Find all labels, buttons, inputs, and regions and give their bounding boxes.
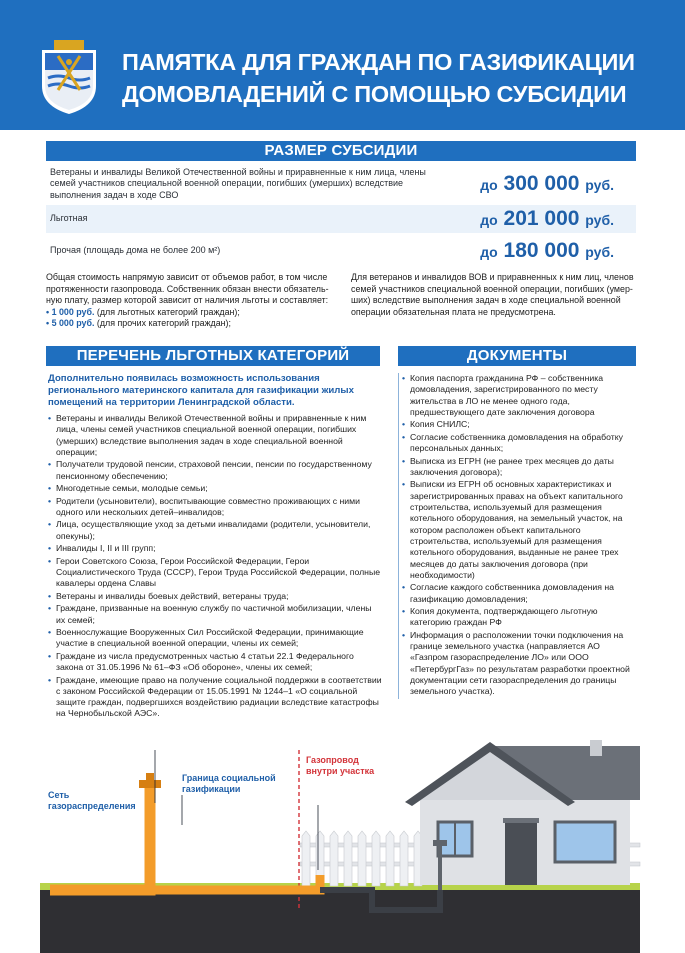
categories-list [48, 413, 382, 721]
subsidy-row-other [46, 236, 636, 266]
fence-picket [386, 831, 394, 886]
list-item: • Инвалиды I, II и III групп; [48, 543, 382, 554]
fence-picket [302, 831, 310, 886]
coat-of-arms-icon [40, 40, 98, 114]
fee-amount: 1 000 руб. [51, 306, 95, 317]
list-item: • Ветераны и инвалиды боевых действий, ветераны труда; [48, 591, 382, 602]
label-inside-pipeline: Газопровод внутри участка [306, 755, 375, 776]
categories-section-title: ПЕРЕЧЕНЬ ЛЬГОТНЫХ КАТЕГОРИЙ [46, 346, 380, 366]
list-item: • Получатели трудовой пенсии, страховой пенсии, пенсии по государственному пенсионному обеспечению; [48, 459, 382, 482]
fence-picket [372, 831, 380, 886]
fee-note: (для прочих категорий граждан); [96, 318, 231, 329]
list-item: • Согласие каждого собственника домовладения на газификацию домовладения; [402, 582, 636, 605]
label-gas-network: Сеть газораспределения [48, 790, 136, 811]
subsidy-amount [480, 207, 614, 231]
amount-unit: руб. [585, 244, 614, 260]
documents-list [398, 373, 636, 699]
list-item: • Копия СНИЛС; [402, 419, 636, 430]
fence-picket [344, 831, 352, 886]
subsidy-row-text: Льготная [50, 213, 88, 224]
list-item: • Ветераны и инвалиды Великой Отечественной войны и приравненные к ним лица, члены семей участников специальной военной операции, погибших (умерших) вследствие выполнения задач в ходе специальной военной операции; [48, 413, 382, 458]
subsidy-amount [480, 239, 614, 263]
page-title [122, 46, 662, 110]
list-item: • Выписки из ЕГРН об основных характеристиках и зарегистрированных правах на объект капитального строительства, используемый для размещения котельного оборудования, на земельный участок, на котором расположен объект капитального строительства, используемый для размещения котельного оборудования, выданные не ранее трех месяцев до даты заключения договора (при необходимости) [402, 479, 636, 581]
list-item: • Многодетные семьи, молодые семьи; [48, 483, 382, 494]
categories-intro: Дополнительно появилась возможность использования регионального материнского капитала для газификации жилых помещений на территории Ленинградской области. [48, 373, 354, 408]
documents-section-title: ДОКУМЕНТЫ [398, 346, 636, 366]
amount-prefix: до [480, 212, 498, 228]
subsidy-row-text: Ветераны и инвалиды Великой Отечественной войны и приравненные к ним лица, члены семей участников специальной военной операции, погибших (умерших) вследствие выполнения задач в ходе СВО [50, 167, 426, 200]
list-item: • Герои Советского Союза, Герои Российской Федерации, Герои Социалистического Труда (СССР), Герои Труда Российской Федерации, полные кавалеры ордена Славы [48, 556, 382, 590]
gas-connection-illustration [0, 740, 685, 953]
subsidy-row-veterans [46, 164, 636, 204]
list-item: • Копия паспорта гражданина РФ – собственника домовладения, зарегистрированного по месту жительства в ЛО не менее одного года, предшествующего дате заключения договора [402, 373, 636, 418]
list-item: • Граждане, имеющие право на получение социальной поддержки в соответствии с законом Российской Федерации от 15.05.1991 № 1244–1 «О социальной защите граждан, подвергшихся воздействию радиации вследствие катастрофы на Чернобыльской АЭС». [48, 675, 382, 720]
subsidy-row-text: Прочая (площадь дома не более 200 м²) [50, 245, 221, 256]
fee-line-preferential: • 1 000 руб. (для льготных категорий граждан); [46, 306, 240, 317]
subsidy-row-preferential [46, 205, 636, 233]
cost-paragraph-right: Для ветеранов и инвалидов ВОВ и приравненных к ним лиц, членов семей участников специальной военной операции, погибших (умер-ших) вследствие выполнения задач в ходе специальной военной операции обязательная плата не предусмотрена. [351, 272, 634, 317]
fee-amount: 5 000 руб. [51, 318, 95, 329]
list-item: • Лица, осуществляющие уход за детьми инвалидами (родители, усыновители, опекуны); [48, 519, 382, 542]
list-item: • Родители (усыновители), воспитывающие совместно проживающих с ними одного или нескольких детей–инвалидов; [48, 496, 382, 519]
amount-value: 201 000 [503, 207, 580, 230]
list-item: • Граждане, призванные на военную службу по частичной мобилизации, члены их семей; [48, 603, 382, 626]
label-social-border: Граница социальной газификации [182, 773, 276, 794]
title-line-2: ДОМОВЛАДЕНИЙ С ПОМОЩЬЮ СУБСИДИИ [122, 81, 627, 107]
amount-unit: руб. [585, 212, 614, 228]
header-banner [0, 0, 685, 130]
list-item: • Копия документа, подтверждающего льготную категорию граждан РФ [402, 606, 636, 629]
fence-picket [330, 831, 338, 886]
list-item: • Согласие собственника домовладения на обработку персональных данных; [402, 432, 636, 455]
amount-value: 180 000 [503, 239, 580, 262]
fee-note: (для льготных категорий граждан); [96, 306, 240, 317]
title-line-1: ПАМЯТКА ДЛЯ ГРАЖДАН ПО ГАЗИФИКАЦИИ [122, 49, 635, 75]
amount-prefix: до [480, 244, 498, 260]
list-item: • Информация о расположении точки подключения на границе земельного участка (направляется АО «Газпром газораспределение ЛО» или ООО «ПетербургГаз» по результатам разработки проектной документации сети газораспределения до границы земельного участка). [402, 630, 636, 698]
fee-line-other: • 5 000 руб. (для прочих категорий граждан); [46, 318, 231, 329]
fence-picket [358, 831, 366, 886]
fence-picket [400, 831, 408, 886]
subsidy-section-title: РАЗМЕР СУБСИДИИ [46, 141, 636, 161]
list-item: • Выписка из ЕГРН (не ранее трех месяцев до даты заключения договора); [402, 456, 636, 479]
list-item: • Военнослужащие Вооруженных Сил Российской Федерации, принимающие участие в специальной военной операции, члены их семей; [48, 627, 382, 650]
list-item: • Граждане из числа предусмотренных частью 4 статьи 22.1 Федерального закона от 31.05.1996 № 61–ФЗ «Об обороне», члены их семей; [48, 651, 382, 674]
subsidy-amount [480, 172, 614, 196]
cost-text: Общая стоимость напрямую зависит от объемов работ, в том числе протяженности газопровода. Собственник обязан внести обязатель-ную плату, размер которой зависит от наличия льготы и составляет: [46, 272, 329, 306]
amount-unit: руб. [585, 177, 614, 193]
amount-prefix: до [480, 177, 498, 193]
cost-paragraph-left [46, 272, 336, 330]
amount-value: 300 000 [503, 172, 580, 195]
